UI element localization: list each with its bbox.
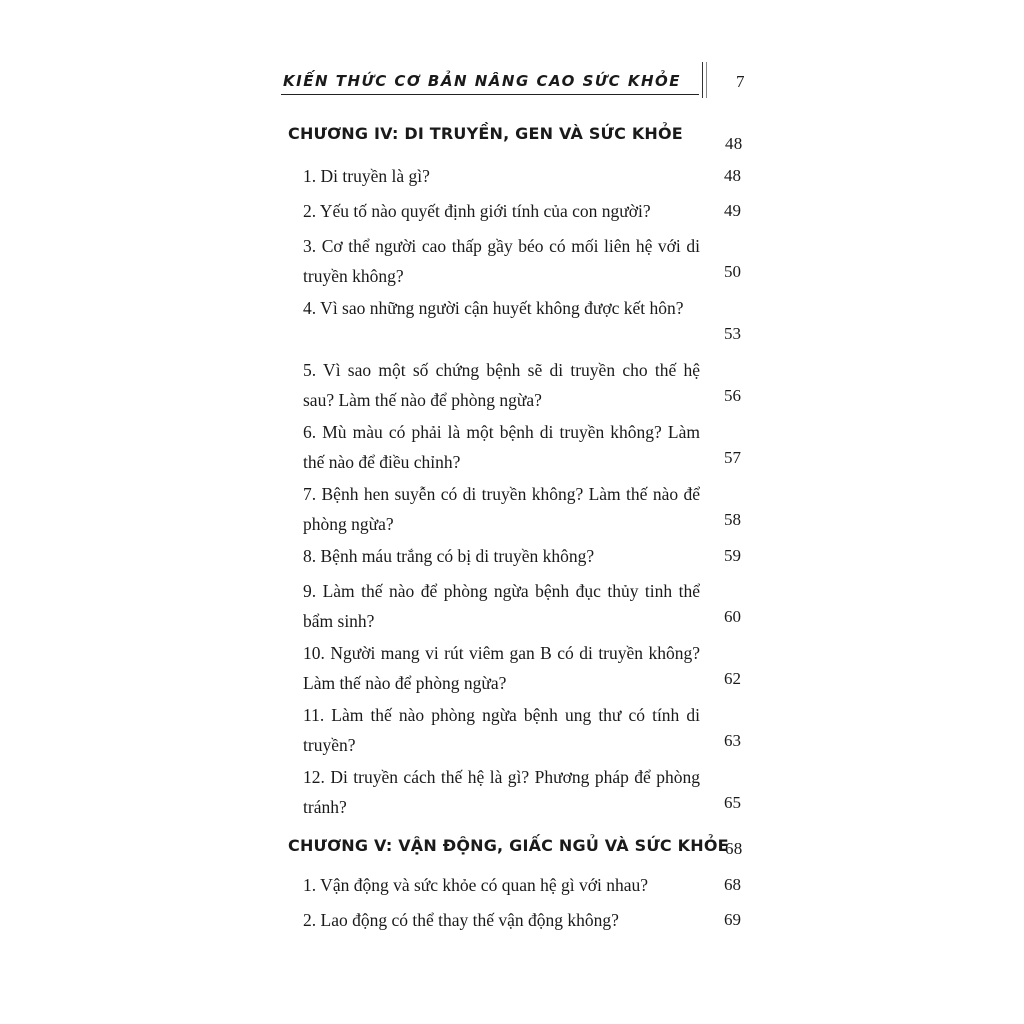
toc-entry-page: 57 [724,448,741,467]
toc-entry-text: 7. Bệnh hen suyễn có di truyền không? Làm thế nào để phòng ngừa? [303,484,700,534]
toc-entry-page: 69 [724,910,741,929]
page-number: 7 [736,72,745,91]
toc-entry-text: 11. Làm thế nào phòng ngừa bệnh ung thư có tính di truyền? [303,705,700,755]
toc-entry-text: 1. Di truyền là gì? [303,166,430,186]
toc-entry-text: 2. Yếu tố nào quyết định giới tính của con người? [303,201,651,221]
chapter-page-number: 48 [725,134,743,153]
chapter-title: CHƯƠNG V: VẬN ĐỘNG, GIẤC NGỦ VÀ SỨC KHỎE [288,836,729,855]
toc-entry-text: 5. Vì sao một số chứng bệnh sẽ di truyền cho thế hệ sau? Làm thế nào để phòng ngừa? [303,360,700,410]
toc-entry-text: 3. Cơ thể người cao thấp gầy béo có mối liên hệ với di truyền không? [303,236,700,286]
toc-entry-page: 62 [724,669,741,688]
header-divider [702,62,707,98]
toc-entry-page: 59 [724,546,741,565]
toc-entry-page: 58 [724,510,741,529]
toc-entry-page: 65 [724,793,741,812]
toc-entry-page: 56 [724,386,741,405]
toc-entry-text: 6. Mù màu có phải là một bệnh di truyền không? Làm thế nào để điều chỉnh? [303,422,700,472]
toc-entry-text: 1. Vận động và sức khỏe có quan hệ gì với nhau? [303,875,649,895]
toc-entry-text: 2. Lao động có thể thay thế vận động không? [303,910,619,930]
toc-entry-page: 68 [724,875,741,894]
toc-entry-text: 12. Di truyền cách thế hệ là gì? Phương pháp để phòng tránh? [303,767,700,817]
chapter-page-number: 68 [725,839,743,858]
toc-entry-page: 48 [724,166,741,185]
running-header-title: KIẾN THỨC CƠ BẢN NÂNG CAO SỨC KHỎE [283,72,681,90]
toc-entry-text: 9. Làm thế nào để phòng ngừa bệnh đục thủy tinh thể bẩm sinh? [303,581,700,631]
toc-entry-page: 50 [724,262,741,281]
toc-entry-page: 63 [724,731,741,750]
toc-entry-text: 4. Vì sao những người cận huyết không được kết hôn? [303,298,684,318]
toc-entry-text: 10. Người mang vi rút viêm gan B có di truyền không? Làm thế nào để phòng ngừa? [303,643,700,693]
toc-entry-page: 53 [724,324,741,343]
toc-entry-page: 60 [724,607,741,626]
toc-entry-text: 8. Bệnh máu trắng có bị di truyền không? [303,546,595,566]
toc-entry-page: 49 [724,201,741,220]
running-header [281,64,699,95]
chapter-title: CHƯƠNG IV: DI TRUYỀN, GEN VÀ SỨC KHỎE [288,124,683,143]
